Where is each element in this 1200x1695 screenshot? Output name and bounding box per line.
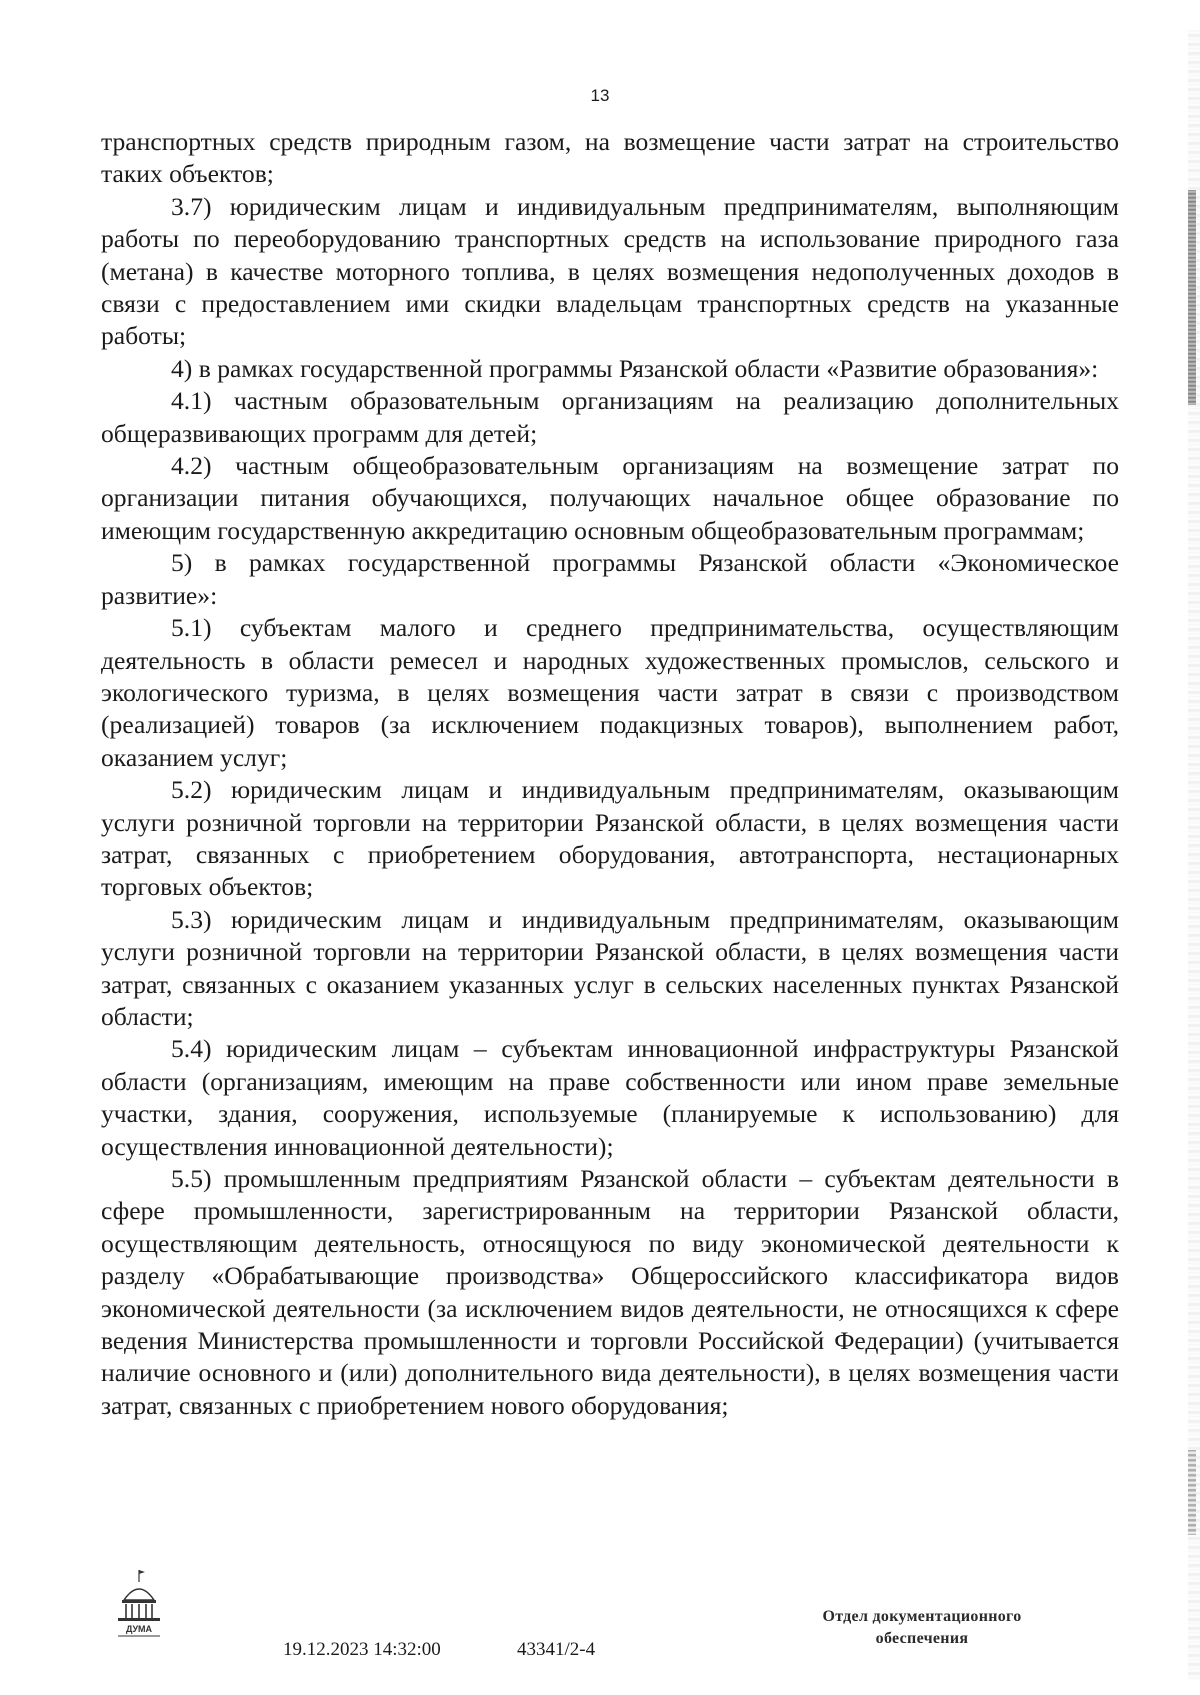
paragraph-5-4: 5.4) юридическим лицам – субъектам инновационной инфраструктуры Рязанской области (организациям, имеющим на праве собственности или ином праве земельные участки, здания, сооружения, используемые (планируемые к использованию) для осуществления инновационной деятельности); <box>101 1034 1119 1161</box>
footer-date: 19.12.2023 14:32:00 <box>283 1639 441 1660</box>
footer-doc-number: 43341/2-4 <box>517 1639 596 1660</box>
paragraph-5-1: 5.1) субъектам малого и среднего предпринимательства, осуществляющим деятельность в области ремесел и народных художественных промыслов, сельского и экологического туризма, в целях возмещения части затрат в связи с производством (реализацией) товаров (за исключением подакцизных товаров), выполнением работ, оказанием услуг; <box>101 613 1119 772</box>
stamp-line-2: обеспечения <box>875 1630 969 1647</box>
document-body <box>101 126 1119 1422</box>
duma-logo-text: ДУМА <box>125 1624 153 1634</box>
paragraph-4-1: 4.1) частным образовательным организациям на реализацию дополнительных общеразвивающих программ для детей; <box>101 386 1119 448</box>
paragraph-continuation: транспортных средств природным газом, на возмещение части затрат на строительство таких объектов; <box>101 127 1119 189</box>
stamp-line-1: Отдел документационного <box>822 1608 1022 1625</box>
paragraph-4-2: 4.2) частным общеобразовательным организациям на возмещение затрат по организации питания обучающихся, получающих начальное общее образование по имеющим государственную аккредитацию основным общеобразовательным программам; <box>101 451 1119 545</box>
paragraph-4: 4) в рамках государственной программы Рязанской области «Развитие образования»: <box>171 353 1099 383</box>
scan-bar-artifact-lower <box>1188 1450 1196 1535</box>
paragraph-5-5: 5.5) промышленным предприятиям Рязанской области – субъектам деятельности в сфере промышленности, зарегистрированным на территории Рязанской области, осуществляющим деятельность, относящуюся по виду экономической деятельности к разделу «Обрабатывающие производства» Общероссийского классификатора видов экономической деятельности (за исключением видов деятельности, не относящихся к сфере ведения Министерства промышленности и торговли Российской Федерации) (учитывается наличие основного и (или) дополнительного вида деятельности), в целях возмещения части затрат, связанных с приобретением нового оборудования; <box>101 1164 1119 1420</box>
department-stamp <box>772 1606 1072 1650</box>
paragraph-5-2: 5.2) юридическим лицам и индивидуальным предпринимателям, оказывающим услуги розничной торговли на территории Рязанской области, в целях возмещения части затрат, связанных с приобретением оборудования, автотранспорта, нестационарных торговых объектов; <box>101 775 1119 902</box>
page-number: 13 <box>590 86 610 105</box>
duma-logo-icon <box>114 1568 164 1642</box>
paragraph-5: 5) в рамках государственной программы Рязанской области «Экономическое развитие»: <box>101 548 1119 610</box>
scan-bar-artifact <box>1188 190 1196 405</box>
paragraph-5-3: 5.3) юридическим лицам и индивидуальным предпринимателям, оказывающим услуги розничной торговли на территории Рязанской области, в целях возмещения части затрат, связанных с оказанием указанных услуг в сельских населенных пунктах Рязанской области; <box>101 904 1119 1031</box>
paragraph-3-7: 3.7) юридическим лицам и индивидуальным предпринимателям, выполняющим работы по переоборудованию транспортных средств на использование природного газа (метана) в качестве моторного топлива, в целях возмещения недополученных доходов в связи с предоставлением ими скидки владельцам транспортных средств на указанные работы; <box>101 191 1119 351</box>
